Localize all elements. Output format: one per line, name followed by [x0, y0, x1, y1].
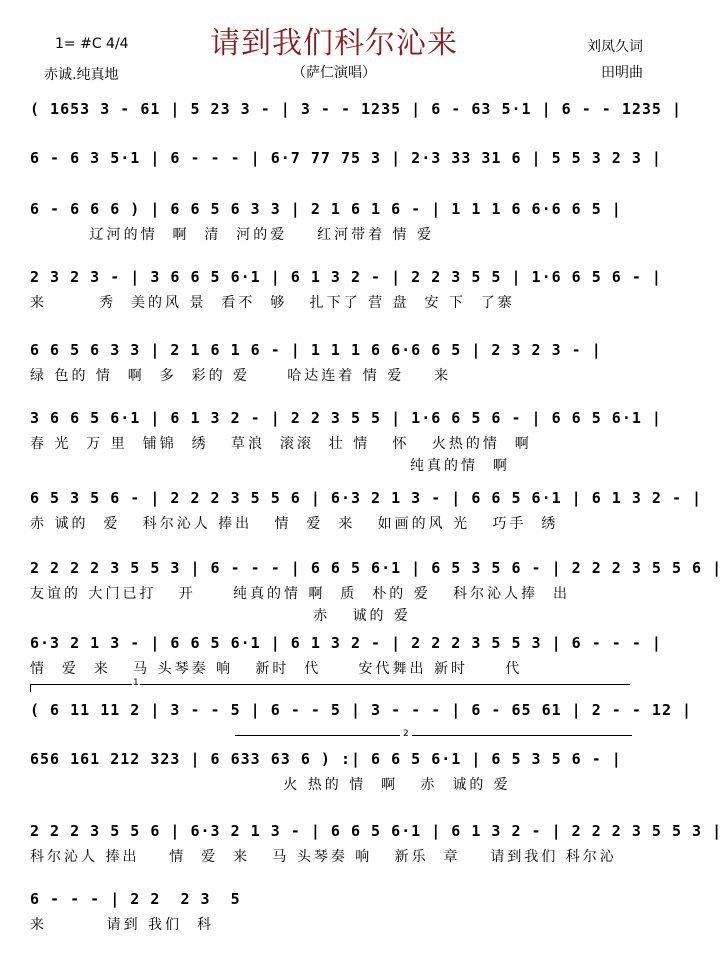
lyric-line: 来 请到 我们 科 — [30, 917, 214, 933]
composer-credit: 田明曲 — [601, 65, 643, 81]
notation-line: 6 5 3 5 6 - | 2 2 2 3 5 5 6 | 6·3 2 1 3 - | 6 6 5 6·1 | 6 1 3 2 - | — [30, 489, 703, 507]
notation-line: ( 6 11 11 2 | 3 - - 5 | 6 - - 5 | 3 - - - | 6 - 65 61 | 2 - - 12 | — [30, 701, 693, 719]
key-signature: 1= #C 4/4 — [55, 36, 129, 52]
performer-credit: （萨仁演唱） — [292, 65, 376, 81]
score-row-9 — [30, 630, 662, 688]
lyric-line: 绿 色的 情 啊 多 彩的 爱 哈达连着 情 爱 来 — [30, 368, 452, 384]
volta-number-1: 1 — [133, 678, 139, 688]
lyric-line: 火 热的 情 啊 赤 诚的 爱 — [30, 777, 511, 793]
notation-line: 2 2 2 2 3 5 5 3 | 6 - - - | 6 6 5 6·1 | 6 5 3 5 6 - | 2 2 2 3 5 5 6 | — [30, 559, 722, 577]
lyric-line: 赤 诚的 爱 科尔沁人 捧出 情 爱 来 如画的风 光 巧手 绣 — [30, 516, 559, 532]
score-row-11 — [30, 746, 635, 804]
score-row-7 — [30, 485, 703, 543]
score-row-13 — [30, 886, 635, 944]
notation-line: 656 161 212 323 | 6 633 63 6 ) :| 6 6 5 6·1 | 6 5 3 5 6 - | — [30, 750, 622, 768]
volta-bracket-1-cont — [140, 684, 630, 685]
mood-marking: 赤诚.纯真地 — [44, 67, 119, 83]
notation-line: 6 - 6 6 6 ) | 6 6 5 6 3 3 | 2 1 6 1 6 - | 1 1 1 6 6·6 6 5 | — [30, 200, 622, 218]
lyric-line: 辽河的情 啊 清 河的爱 红河带着 情 爱 — [30, 227, 435, 243]
notation-line: 6·3 2 1 3 - | 6 6 5 6·1 | 6 1 3 2 - | 2 2 2 3 5 5 3 | 6 - - - | — [30, 634, 662, 652]
volta-number-2: 2 — [403, 729, 409, 739]
lyric-line: 友谊的 大门已打 开 纯真的情 啊 质 朴的 爱 科尔沁人捧 出 — [30, 586, 571, 602]
lyric-line: 情 爱 来 马 头琴奏 响 新时 代 安代舞出 新时 代 — [30, 661, 523, 677]
volta-bracket-2-cont — [412, 735, 632, 736]
lyric-line: 春 光 万 里 铺锦 绣 草浪 滚滚 壮 情 怀 火热的情 啊 — [30, 436, 532, 452]
notation-line: ( 1653 3 - 61 | 5 23 3 - | 3 - - 1235 | 6 - 63 5·1 | 6 - - 1235 | — [30, 100, 682, 118]
volta-bracket-2 — [235, 735, 400, 736]
volta-tick — [30, 684, 31, 692]
notation-line: 6 - 6 3 5·1 | 6 - - - | 6·7 77 75 3 | 2·3 33 31 6 | 5 5 3 2 3 | — [30, 149, 662, 167]
score-row-4 — [30, 264, 662, 322]
score-row-5 — [30, 337, 635, 395]
notation-line: 2 3 2 3 - | 3 6 6 5 6·1 | 6 1 3 2 - | 2 2 3 5 5 | 1·6 6 5 6 - | — [30, 268, 662, 286]
score-row-2 — [30, 145, 662, 203]
lyric-line-alt: 纯真的情 啊 — [30, 458, 510, 474]
lyric-line: 来 秀 美的风 景 看不 够 扎下了 营 盘 安 下 了寨 — [30, 295, 515, 311]
lyric-line-alt: 赤 诚的 爱 — [30, 608, 411, 624]
lyricist-credit: 刘凤久词 — [587, 39, 643, 55]
score-row-6 — [30, 405, 662, 474]
volta-bracket-1 — [30, 684, 132, 685]
notation-line: 6 - - - | 2 2 2 3 5 — [30, 890, 241, 908]
notation-line: 6 6 5 6 3 3 | 2 1 6 1 6 - | 1 1 1 6 6·6 6 5 | 2 3 2 3 - | — [30, 341, 602, 359]
song-title: 请到我们科尔沁来 — [210, 26, 458, 61]
score-row-3 — [30, 196, 635, 254]
lyric-line: 科尔沁人 捧出 情 爱 来 马 头琴奏 响 新乐 章 请到我们 科尔沁 — [30, 849, 617, 865]
score-row-8 — [30, 555, 722, 624]
notation-line: 3 6 6 5 6·1 | 6 1 3 2 - | 2 2 3 5 5 | 1·6 6 5 6 - | 6 6 5 6·1 | — [30, 409, 662, 427]
score-row-12 — [30, 818, 722, 876]
notation-line: 2 2 2 3 5 5 6 | 6·3 2 1 3 - | 6 6 5 6·1 | 6 1 3 2 - | 2 2 2 3 5 5 3 | — [30, 822, 722, 840]
